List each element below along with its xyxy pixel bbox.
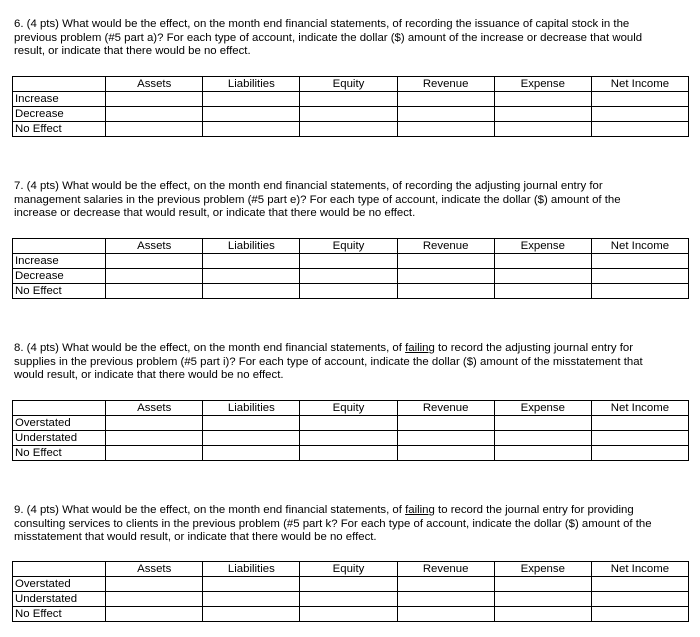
question-text-line [14, 504, 690, 518]
column-header: Assets [106, 562, 203, 577]
answer-cell[interactable] [106, 92, 203, 107]
answer-table-7 [12, 238, 689, 299]
answer-cell[interactable] [203, 122, 300, 137]
answer-cell[interactable] [397, 431, 494, 446]
column-header: Expense [494, 239, 591, 254]
answer-cell[interactable] [494, 254, 591, 269]
answer-table-9 [12, 561, 689, 622]
column-header: Net Income [591, 239, 688, 254]
table-row [13, 431, 689, 446]
row-label: Decrease [13, 107, 106, 122]
row-label: No Effect [13, 122, 106, 137]
header-corner [13, 239, 106, 254]
answer-cell[interactable] [397, 416, 494, 431]
answer-cell[interactable] [203, 92, 300, 107]
answer-cell[interactable] [397, 577, 494, 592]
answer-cell[interactable] [106, 431, 203, 446]
answer-cell[interactable] [106, 269, 203, 284]
answer-cell[interactable] [397, 607, 494, 622]
answer-cell[interactable] [591, 416, 688, 431]
answer-cell[interactable] [203, 592, 300, 607]
underlined-word: failing [405, 342, 435, 354]
column-header: Liabilities [203, 401, 300, 416]
question-text-line: previous problem (#5 part a)? For each type of account, indicate the dollar ($) amount of the increase or decrease that would [14, 31, 643, 44]
answer-cell[interactable] [591, 92, 688, 107]
question-text-line: increase or decrease that would result, or indicate that there would be no effect. [14, 207, 416, 219]
row-label: Increase [13, 92, 106, 107]
answer-cell[interactable] [203, 577, 300, 592]
answer-cell[interactable] [300, 577, 397, 592]
column-header: Revenue [397, 77, 494, 92]
table-row [13, 607, 689, 622]
row-label: Overstated [13, 577, 106, 592]
answer-cell[interactable] [591, 607, 688, 622]
column-header: Revenue [397, 562, 494, 577]
question-6 [14, 18, 690, 59]
column-header: Liabilities [203, 562, 300, 577]
answer-cell[interactable] [106, 254, 203, 269]
answer-cell[interactable] [203, 269, 300, 284]
table-header-row [13, 239, 689, 254]
answer-cell[interactable] [397, 446, 494, 461]
question-text: to record the adjusting journal entry for [434, 342, 634, 354]
question-text-line: misstatement that would result, or indicate that there would be no effect. [14, 531, 377, 543]
row-label: Decrease [13, 269, 106, 284]
question-text-line: consulting services to clients in the previous problem (#5 part k? For each type of account, indicate the dollar ($) amount of the [14, 517, 652, 530]
column-header: Net Income [591, 401, 688, 416]
column-header: Equity [300, 77, 397, 92]
answer-cell[interactable] [300, 269, 397, 284]
question-text-line: 7. (4 pts) What would be the effect, on the month end financial statements, of recording the adjusting journal entry for [14, 180, 603, 192]
question-text: 9. (4 pts) What would be the effect, on the month end financial statements, of [14, 504, 406, 516]
answer-cell[interactable] [300, 107, 397, 122]
answer-cell[interactable] [106, 607, 203, 622]
table-row [13, 416, 689, 431]
answer-cell[interactable] [494, 269, 591, 284]
answer-cell[interactable] [494, 446, 591, 461]
question-text-line: would result, or indicate that there would be no effect. [14, 369, 284, 381]
question-text-line [14, 342, 690, 356]
answer-cell[interactable] [494, 577, 591, 592]
answer-cell[interactable] [397, 269, 494, 284]
answer-cell[interactable] [591, 431, 688, 446]
answer-cell[interactable] [203, 446, 300, 461]
row-label: Overstated [13, 416, 106, 431]
column-header: Net Income [591, 77, 688, 92]
answer-cell[interactable] [494, 122, 591, 137]
answer-cell[interactable] [106, 592, 203, 607]
table-header-row [13, 77, 689, 92]
answer-cell[interactable] [106, 284, 203, 299]
answer-cell[interactable] [591, 592, 688, 607]
answer-cell[interactable] [203, 416, 300, 431]
table-header-row [13, 562, 689, 577]
column-header: Liabilities [203, 77, 300, 92]
question-text-line: supplies in the previous problem (#5 part i)? For each type of account, indicate the dollar ($) amount of the misstatement that [14, 355, 643, 368]
row-label: Understated [13, 592, 106, 607]
table-row [13, 592, 689, 607]
question-9 [14, 504, 690, 545]
row-label: No Effect [13, 446, 106, 461]
answer-cell[interactable] [591, 254, 688, 269]
underlined-word: failing [405, 504, 435, 516]
question-text: to record the journal entry for providing [434, 504, 634, 516]
answer-cell[interactable] [300, 254, 397, 269]
answer-cell[interactable] [106, 577, 203, 592]
table-row [13, 446, 689, 461]
column-header: Equity [300, 239, 397, 254]
row-label: No Effect [13, 607, 106, 622]
answer-cell[interactable] [591, 122, 688, 137]
row-label: No Effect [13, 284, 106, 299]
column-header: Expense [494, 401, 591, 416]
table-row [13, 577, 689, 592]
column-header: Revenue [397, 401, 494, 416]
answer-cell[interactable] [591, 269, 688, 284]
answer-cell[interactable] [106, 416, 203, 431]
column-header: Assets [106, 239, 203, 254]
answer-cell[interactable] [106, 446, 203, 461]
answer-table-8 [12, 400, 689, 461]
table-row [13, 269, 689, 284]
row-label: Understated [13, 431, 106, 446]
table-row [13, 107, 689, 122]
header-corner [13, 401, 106, 416]
question-7 [14, 180, 690, 221]
answer-cell[interactable] [494, 607, 591, 622]
table-row [13, 122, 689, 137]
answer-cell[interactable] [494, 431, 591, 446]
question-text-line: management salaries in the previous problem (#5 part e)? For each type of account, indicate the dollar ($) amount of the [14, 193, 621, 206]
column-header: Revenue [397, 239, 494, 254]
row-label: Increase [13, 254, 106, 269]
answer-table-6 [12, 76, 689, 137]
answer-cell[interactable] [591, 577, 688, 592]
column-header: Assets [106, 77, 203, 92]
answer-cell[interactable] [203, 107, 300, 122]
answer-cell[interactable] [397, 122, 494, 137]
column-header: Liabilities [203, 239, 300, 254]
question-text: 8. (4 pts) What would be the effect, on the month end financial statements, of [14, 342, 406, 354]
answer-cell[interactable] [300, 416, 397, 431]
column-header: Equity [300, 401, 397, 416]
question-text-line: result, or indicate that there would be no effect. [14, 45, 251, 57]
column-header: Equity [300, 562, 397, 577]
answer-cell[interactable] [300, 607, 397, 622]
answer-cell[interactable] [494, 107, 591, 122]
answer-cell[interactable] [397, 107, 494, 122]
question-8 [14, 342, 690, 383]
answer-cell[interactable] [494, 92, 591, 107]
answer-cell[interactable] [300, 446, 397, 461]
answer-cell[interactable] [203, 607, 300, 622]
table-row [13, 92, 689, 107]
header-corner [13, 77, 106, 92]
answer-cell[interactable] [494, 416, 591, 431]
column-header: Assets [106, 401, 203, 416]
answer-cell[interactable] [300, 592, 397, 607]
answer-cell[interactable] [300, 284, 397, 299]
column-header: Expense [494, 77, 591, 92]
answer-cell[interactable] [106, 122, 203, 137]
question-text-line: 6. (4 pts) What would be the effect, on the month end financial statements, of recording the issuance of capital stock in the [14, 18, 630, 30]
answer-cell[interactable] [106, 107, 203, 122]
answer-cell[interactable] [591, 284, 688, 299]
answer-cell[interactable] [494, 592, 591, 607]
answer-cell[interactable] [494, 284, 591, 299]
table-row [13, 284, 689, 299]
table-row [13, 254, 689, 269]
header-corner [13, 562, 106, 577]
answer-cell[interactable] [203, 284, 300, 299]
answer-cell[interactable] [300, 431, 397, 446]
answer-cell[interactable] [591, 446, 688, 461]
answer-cell[interactable] [397, 592, 494, 607]
answer-cell[interactable] [397, 254, 494, 269]
answer-cell[interactable] [397, 284, 494, 299]
answer-cell[interactable] [203, 431, 300, 446]
answer-cell[interactable] [397, 92, 494, 107]
column-header: Net Income [591, 562, 688, 577]
column-header: Expense [494, 562, 591, 577]
answer-cell[interactable] [203, 254, 300, 269]
answer-cell[interactable] [300, 122, 397, 137]
table-header-row [13, 401, 689, 416]
answer-cell[interactable] [300, 92, 397, 107]
answer-cell[interactable] [591, 107, 688, 122]
